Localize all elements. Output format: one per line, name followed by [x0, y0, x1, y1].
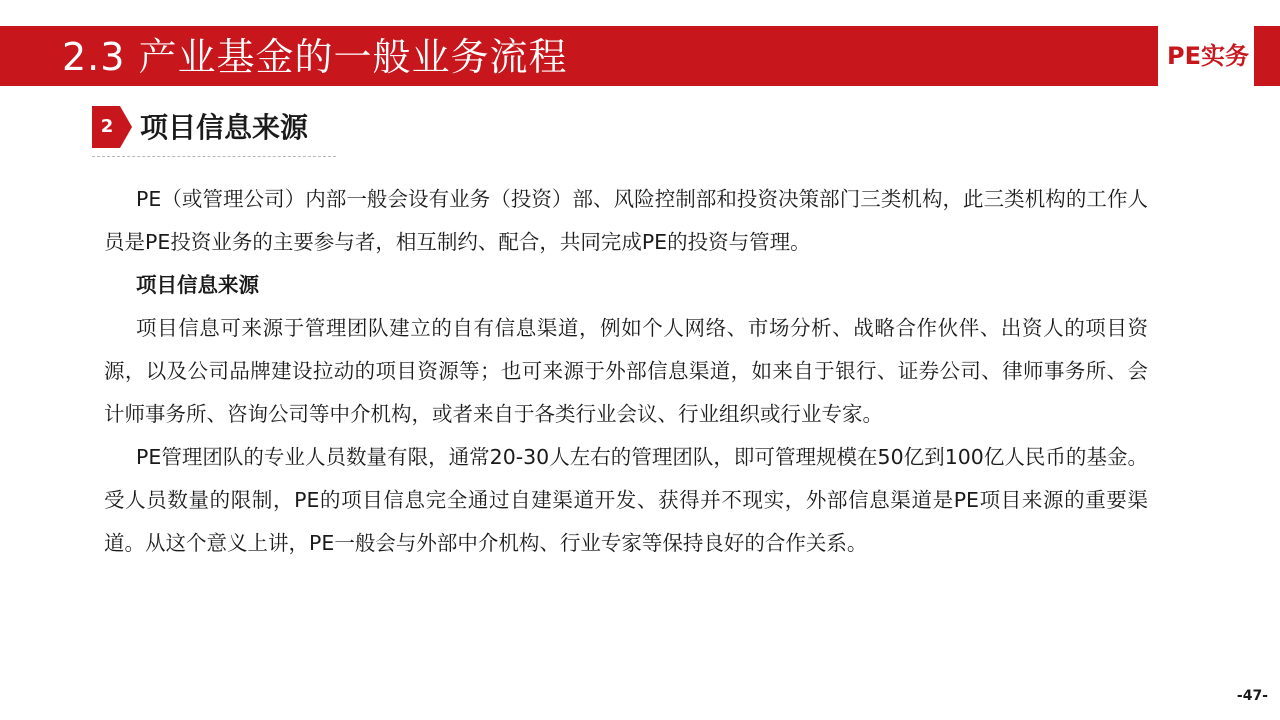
slide-title: 2.3 产业基金的一般业务流程 [62, 35, 568, 79]
section-number: 2 [100, 116, 114, 137]
section-badge [92, 106, 132, 148]
section-divider [92, 156, 336, 157]
paragraph-team: PE管理团队的专业人员数量有限，通常20-30人左右的管理团队，即可管理规模在50亿到100亿人民币的基金。受人员数量的限制，PE的项目信息完全通过自建渠道开发、获得并不现实，外部信息渠道是PE项目来源的重要渠道。从这个意义上讲，PE一般会与外部中介机构、行业专家等保持良好的合作关系。 [104, 445, 1148, 555]
brand-label: PE实务 [1167, 42, 1249, 70]
paragraph-subheading: 项目信息来源 [136, 273, 259, 297]
page-number: -47- [1236, 688, 1268, 704]
paragraph-intro: PE（或管理公司）内部一般会设有业务（投资）部、风险控制部和投资决策部门三类机构，此三类机构的工作人员是PE投资业务的主要参与者，相互制约、配合，共同完成PE的投资与管理。 [104, 187, 1148, 254]
content-body [104, 178, 1148, 565]
brand-accent-bar [1254, 26, 1280, 86]
paragraph-sources: 项目信息可来源于管理团队建立的自有信息渠道，例如个人网络、市场分析、战略合作伙伴、出资人的项目资源，以及公司品牌建设拉动的项目资源等；也可来源于外部信息渠道，如来自于银行、证券公司、律师事务所、会计师事务所、咨询公司等中介机构，或者来自于各类行业会议、行业组织或行业专家。 [104, 316, 1148, 426]
section-title: 项目信息来源 [140, 111, 309, 144]
